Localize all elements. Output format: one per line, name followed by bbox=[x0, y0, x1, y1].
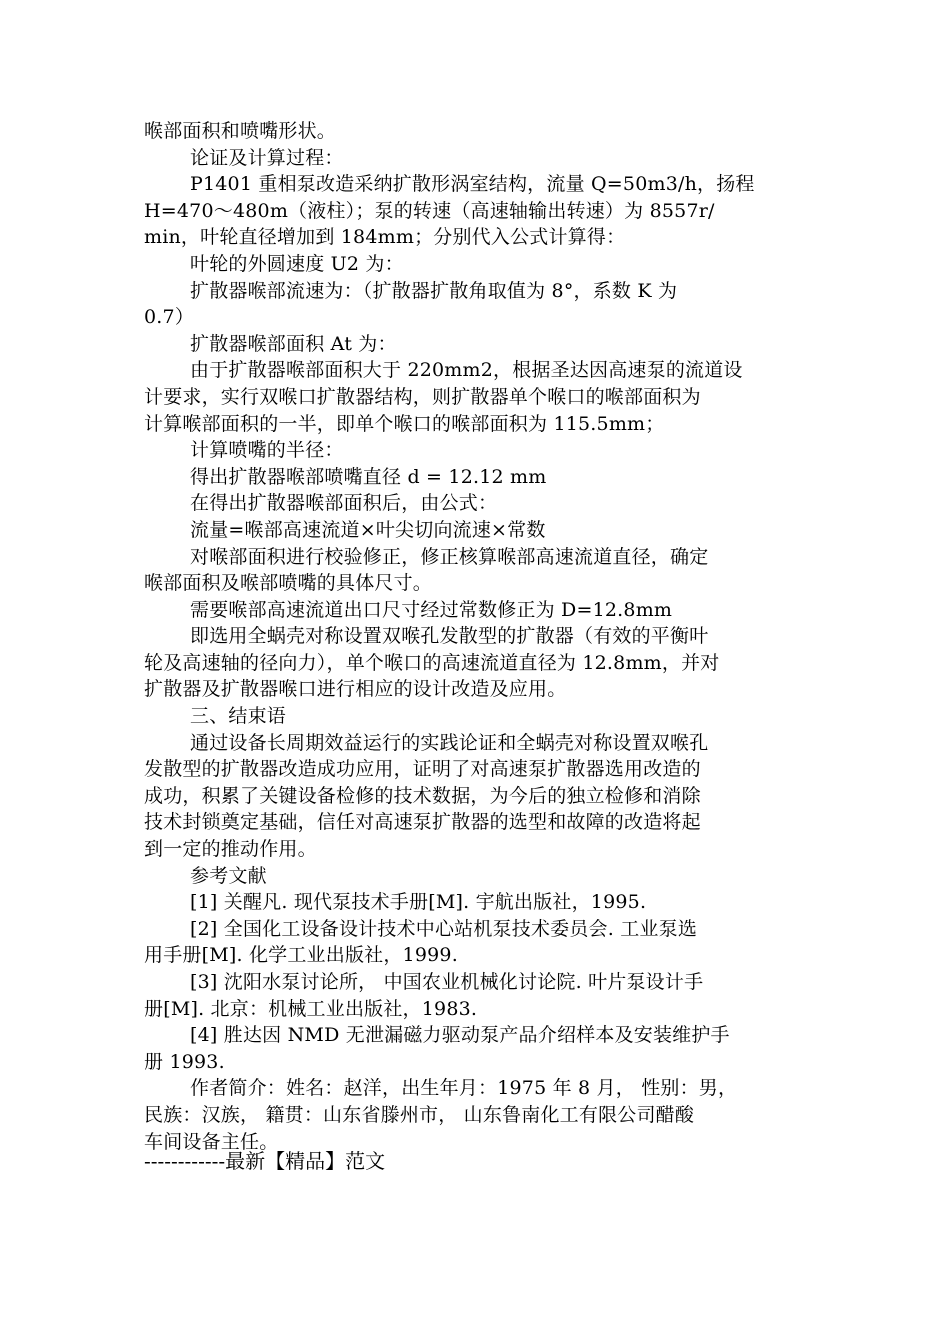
text-line: 计算喉部面积的一半，即单个喉口的喉部面积为 115.5mm； bbox=[144, 412, 665, 435]
text-line: 用手册[M]. 化学工业出版社，1999. bbox=[144, 944, 458, 967]
text-line: 扩散器喉部流速为：（扩散器扩散角取值为 8°，系数 K 为 bbox=[190, 279, 678, 302]
text-line: 册 1993. bbox=[144, 1050, 225, 1073]
text-line: 技术封锁奠定基础，信任对高速泵扩散器的选型和故障的改造将起 bbox=[144, 811, 701, 834]
text-line: 扩散器及扩散器喉口进行相应的设计改造及应用。 bbox=[144, 678, 567, 701]
text-line: P1401 重相泵改造采纳扩散形涡室结构，流量 Q=50m3/h，扬程 bbox=[190, 173, 755, 196]
page-footer: ------------最新【精品】范文 bbox=[144, 1149, 386, 1173]
text-line: 对喉部面积进行校验修正，修正核算喉部高速流道直径，确定 bbox=[190, 545, 709, 568]
text-line: 民族：汉族， 籍贯：山东省滕州市， 山东鲁南化工有限公司醋酸 bbox=[144, 1103, 695, 1126]
text-line: 册[M]. 北京：机械工业出版社，1983. bbox=[144, 997, 478, 1020]
text-line: 轮及高速轴的径向力），单个喉口的高速流道直径为 12.8mm，并对 bbox=[144, 651, 720, 674]
text-line: 流量=喉部高速流道×叶尖切向流速×常数 bbox=[190, 518, 546, 541]
text-line: 0.7） bbox=[144, 306, 195, 329]
text-line: [3] 沈阳水泵讨论所， 中国农业机械化讨论院. 叶片泵设计手 bbox=[190, 971, 704, 993]
text-line: 扩散器喉部面积 At 为： bbox=[190, 332, 397, 355]
document-body bbox=[144, 118, 804, 1155]
text-line: 喉部面积及喉部喷嘴的具体尺寸。 bbox=[144, 572, 433, 595]
text-line: 即选用全蜗壳对称设置双喉孔发散型的扩散器（有效的平衡叶 bbox=[190, 625, 709, 648]
text-line: 计要求，实行双喉口扩散器结构，则扩散器单个喉口的喉部面积为 bbox=[144, 385, 701, 408]
text-line: 作者简介：姓名：赵洋，出生年月：1975 年 8 月， 性别：男， bbox=[190, 1077, 738, 1100]
text-line: [1] 关醒凡. 现代泵技术手册[M]. 宇航出版社，1995. bbox=[190, 891, 647, 914]
text-line: 由于扩散器喉部面积大于 220mm2，根据圣达因高速泵的流道设 bbox=[190, 359, 743, 382]
text-line: 到一定的推动作用。 bbox=[144, 838, 317, 861]
text-line: 得出扩散器喉部喷嘴直径 d = 12.12 mm bbox=[190, 465, 547, 488]
text-line: 需要喉部高速流道出口尺寸经过常数修正为 D=12.8mm bbox=[190, 598, 673, 621]
text-line: 论证及计算过程： bbox=[190, 146, 344, 169]
text-line: 通过设备长周期效益运行的实践论证和全蜗壳对称设置双喉孔 bbox=[190, 731, 709, 754]
text-line: 喉部面积和喷嘴形状。 bbox=[144, 120, 337, 142]
text-line: [2] 全国化工设备设计技术中心站机泵技术委员会. 工业泵选 bbox=[190, 917, 698, 940]
text-line: 三、结束语 bbox=[190, 705, 287, 728]
text-line: min，叶轮直径增加到 184mm；分别代入公式计算得： bbox=[144, 226, 626, 249]
text-line: 车间设备主任。 bbox=[144, 1130, 279, 1153]
text-line: 在得出扩散器喉部面积后，由公式： bbox=[190, 492, 498, 515]
text-line: 计算喷嘴的半径： bbox=[190, 439, 344, 462]
text-line: H=470～480m（液柱）；泵的转速（高速轴输出转速）为 8557r/ bbox=[144, 199, 715, 222]
text-line: 成功，积累了关键设备检修的技术数据，为今后的独立检修和消除 bbox=[144, 784, 701, 807]
text-line: 发散型的扩散器改造成功应用，证明了对高速泵扩散器选用改造的 bbox=[144, 758, 701, 781]
text-line: 参考文献 bbox=[190, 864, 267, 887]
text-line: 叶轮的外圆速度 U2 为： bbox=[190, 252, 404, 275]
text-line: [4] 胜达因 NMD 无泄漏磁力驱动泵产品介绍样本及安装维护手 bbox=[190, 1024, 730, 1047]
